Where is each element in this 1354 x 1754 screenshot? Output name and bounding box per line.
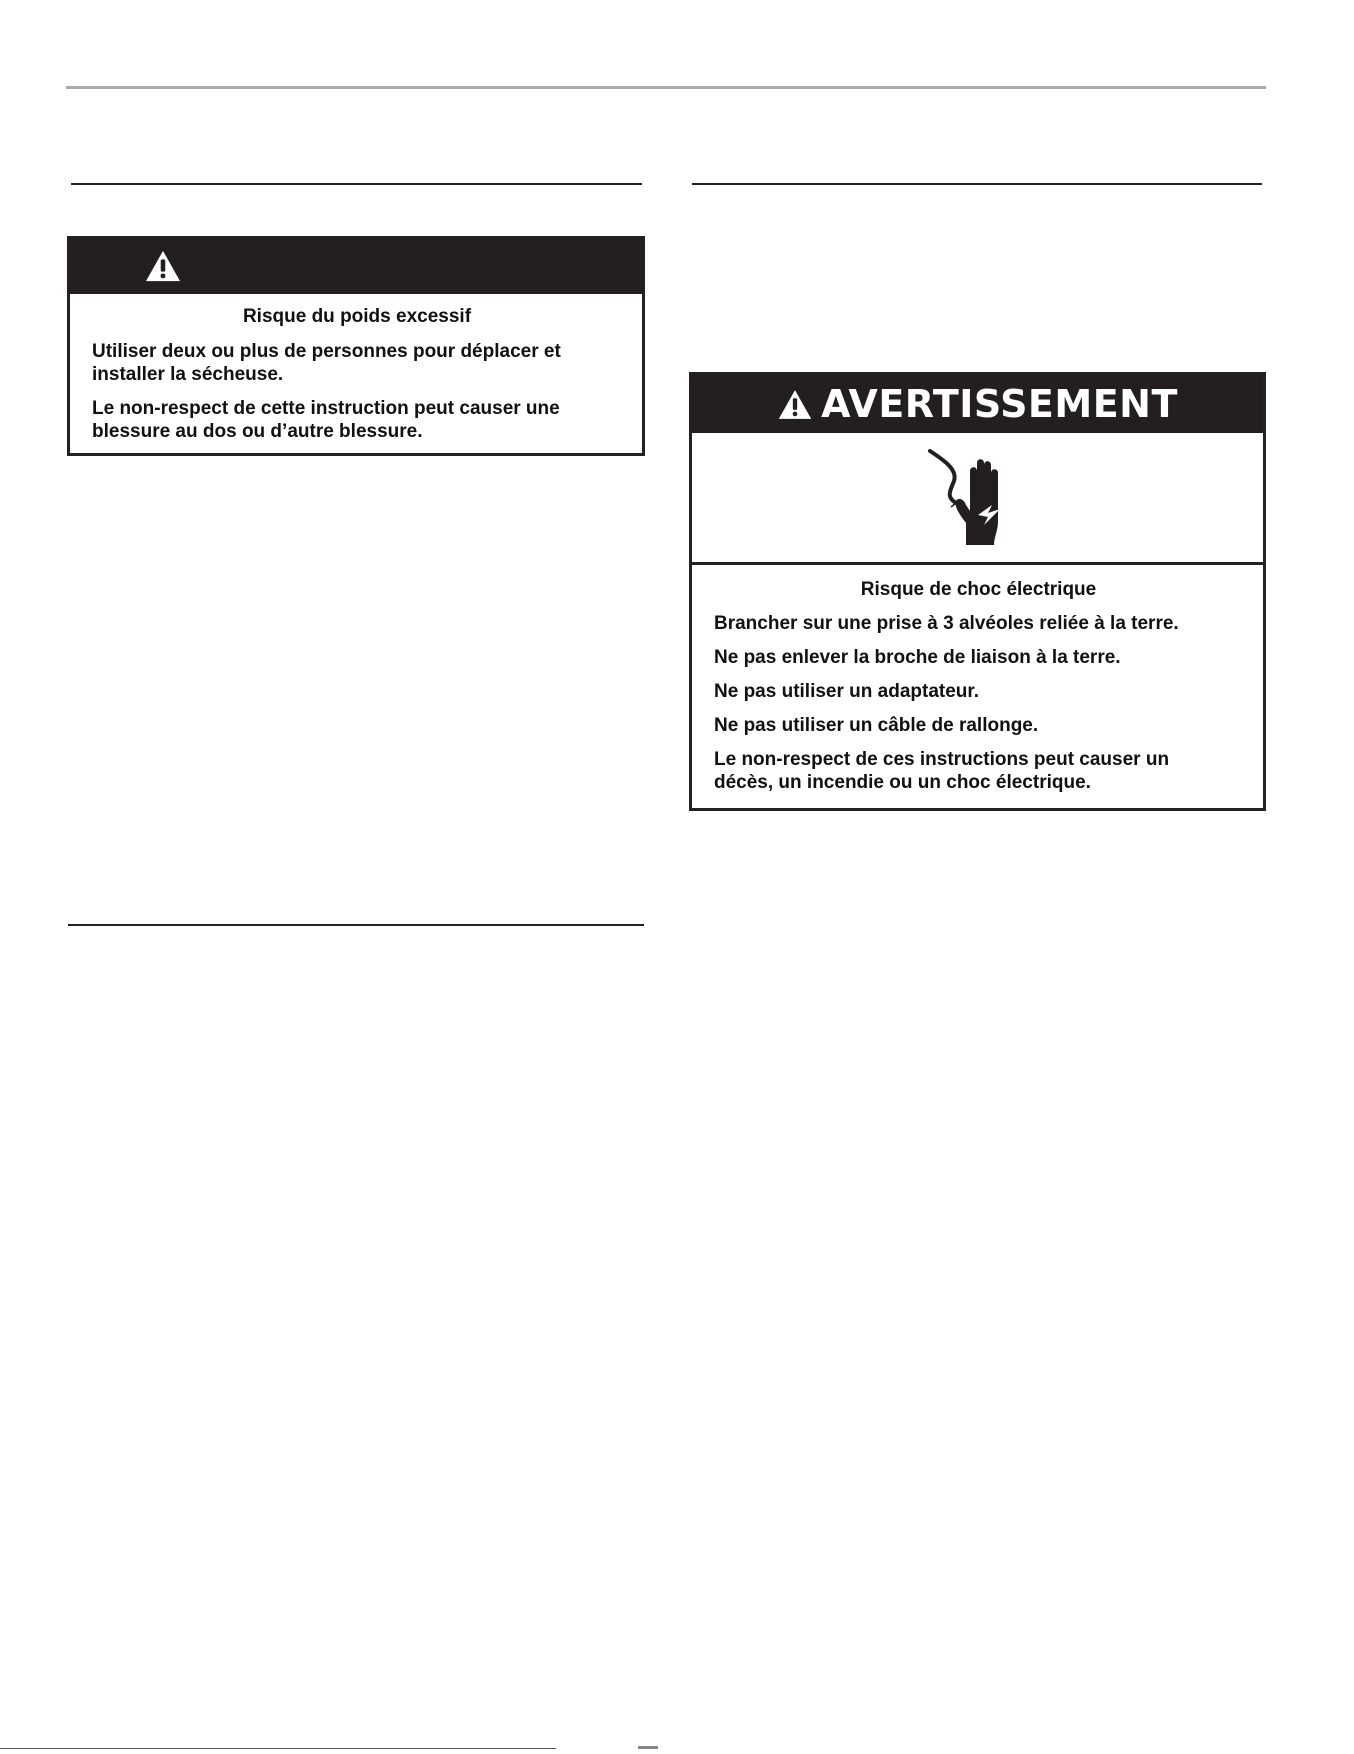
warning-triangle-icon	[144, 249, 182, 283]
weight-warning-header	[70, 239, 642, 294]
page-top-rule	[66, 86, 1266, 89]
shock-warning-line: Ne pas utiliser un câble de rallonge.	[714, 715, 1039, 736]
right-section-rule	[692, 183, 1262, 185]
shock-warning-title: Risque de choc électrique	[860, 579, 1097, 600]
shock-warning-line: Brancher sur une prise à 3 alvéoles reliée à la terre.	[714, 613, 1179, 634]
signal-word: AVERTISSEMENT	[821, 382, 1178, 426]
electric-shock-hand-icon	[920, 445, 1030, 551]
pictogram-area	[692, 433, 1263, 565]
weight-warning-line: Le non-respect de cette instruction peut causer une blessure au dos ou d’autre blessure.	[92, 398, 560, 442]
shock-warning-box	[689, 372, 1266, 811]
weight-warning-box	[67, 236, 645, 456]
page-bottom-rule	[0, 1748, 556, 1749]
left-section-bottom-rule	[68, 924, 644, 926]
warning-triangle-icon	[777, 388, 813, 421]
weight-warning-line: Utiliser deux ou plus de personnes pour déplacer et installer la sécheuse.	[92, 341, 561, 385]
page-footer-mark	[638, 1746, 658, 1749]
shock-warning-header	[692, 375, 1263, 433]
weight-warning-title: Risque du poids excessif	[242, 306, 472, 327]
left-section-rule	[71, 183, 642, 185]
shock-warning-line: Ne pas utiliser un adaptateur.	[714, 681, 980, 702]
shock-warning-line: Ne pas enlever la broche de liaison à la terre.	[714, 647, 1121, 668]
shock-warning-line: Le non-respect de ces instructions peut causer un décès, un incendie ou un choc électrique.	[714, 749, 1170, 793]
